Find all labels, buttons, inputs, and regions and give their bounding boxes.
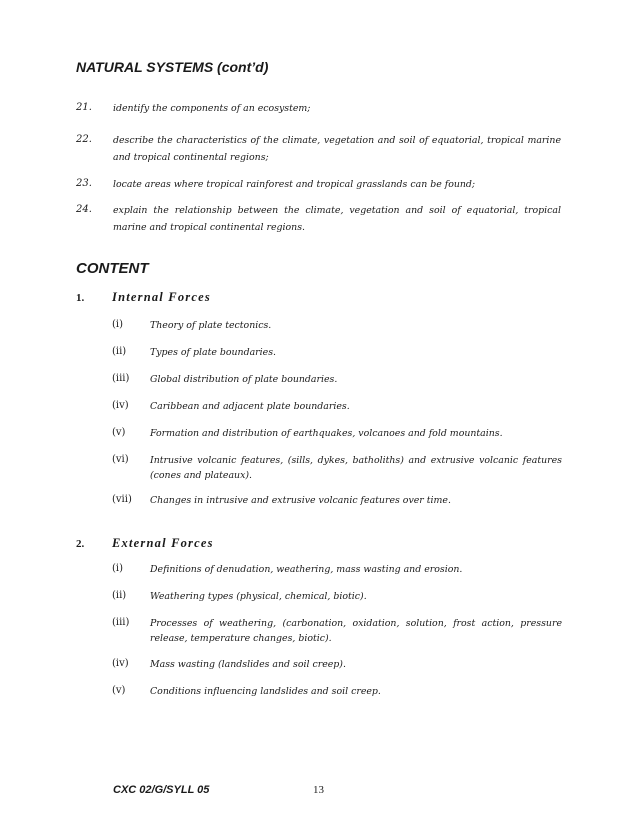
content-item: Caribbean and adjacent plate boundaries. (150, 401, 350, 412)
objective-number: 22. (76, 134, 92, 145)
content-item: Changes in intrusive and extrusive volcanic features over time. (150, 495, 451, 506)
item-numeral: (iii) (112, 617, 130, 628)
content-item: Theory of plate tectonics. (150, 320, 272, 331)
section-title: Internal Forces (112, 290, 211, 304)
item-numeral: (iv) (112, 658, 129, 669)
objective-number: 24. (76, 204, 92, 215)
content-item: Definitions of denudation, weathering, mass wasting and erosion. (150, 564, 463, 575)
objective-text: identify the components of an ecosystem; (113, 103, 311, 114)
item-numeral: (i) (112, 563, 124, 574)
syllabus-code: CXC 02/G/SYLL 05 (113, 784, 210, 796)
item-numeral: (iii) (112, 373, 130, 384)
item-numeral: (ii) (112, 590, 127, 601)
content-item: Conditions influencing landslides and soil creep. (150, 686, 381, 697)
item-numeral: (v) (112, 427, 126, 438)
page-heading: NATURAL SYSTEMS (cont’d) (76, 59, 269, 75)
section-number: 2. (76, 538, 85, 550)
item-numeral: (vii) (112, 494, 132, 505)
content-item: Mass wasting (landslides and soil creep). (150, 659, 346, 670)
objective-text: locate areas where tropical rainforest and tropical grasslands can be found; (113, 179, 476, 190)
content-item: Weathering types (physical, chemical, biotic). (150, 591, 367, 602)
item-numeral: (v) (112, 685, 126, 696)
content-heading: CONTENT (76, 260, 149, 277)
content-item: Formation and distribution of earthquakes, volcanoes and fold mountains. (150, 428, 503, 439)
section-title: External Forces (112, 536, 214, 550)
objective-text: explain the relationship between the climate, vegetation and soil of equatorial, tropical marine and tropical continental regions. (113, 205, 561, 233)
item-numeral: (ii) (112, 346, 127, 357)
item-numeral: (iv) (112, 400, 129, 411)
page-number: 13 (313, 784, 324, 796)
content-item: Global distribution of plate boundaries. (150, 374, 338, 385)
content-item: Intrusive volcanic features, (sills, dykes, batholiths) and extrusive volcanic features (cones and plateaux). (150, 455, 562, 481)
item-numeral: (vi) (112, 454, 129, 465)
item-numeral: (i) (112, 319, 124, 330)
objective-text: describe the characteristics of the climate, vegetation and soil of equatorial, tropical marine and tropical continental regions; (113, 135, 561, 163)
objective-number: 23. (76, 178, 92, 189)
content-item: Processes of weathering, (carbonation, oxidation, solution, frost action, pressure release, temperature changes, biotic). (150, 618, 562, 644)
content-item: Types of plate boundaries. (150, 347, 276, 358)
section-number: 1. (76, 292, 85, 304)
objective-number: 21. (76, 102, 92, 113)
